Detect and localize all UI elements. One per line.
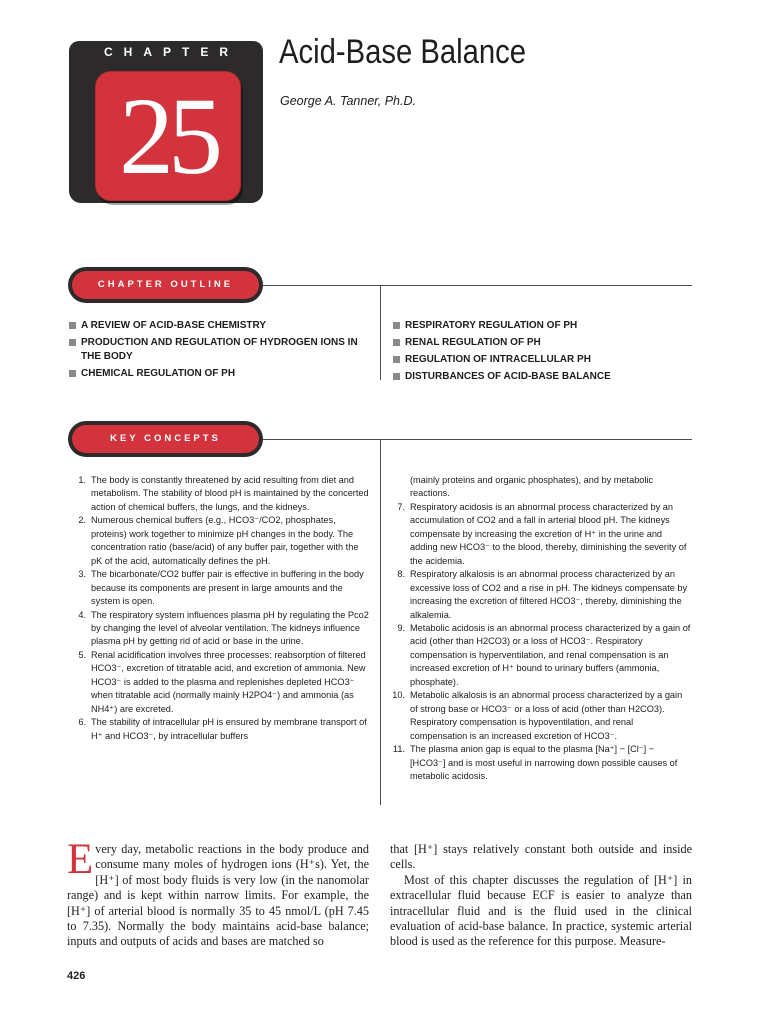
body-paragraph-text: very day, metabolic reactions in the body produce and consume many moles of hydrogen ions (H⁺s). Yet, the [H⁺] of most body fluids is very low (in the nanomolar range) and is kept within narrow limits. For example, the [H⁺] of arterial blood is normally 35 to 45 nmol/L (pH 7.45 to 7.35). Normally the body maintains acid-base balance; inputs and outputs of acids and bases are matched so [67, 842, 369, 949]
outline-item: PRODUCTION AND REGULATION OF HYDROGEN IONS IN THE BODY [68, 336, 368, 364]
key-concept-item [71, 649, 371, 716]
outline-item: RESPIRATORY REGULATION OF PH [392, 319, 692, 333]
chapter-outline-label: CHAPTER OUTLINE [72, 271, 259, 299]
key-concept-item [390, 568, 692, 622]
outline-list-right [392, 319, 692, 387]
key-concept-text: Respiratory acidosis is an abnormal process characterized by an accumulation of CO2 and a fall in arterial blood pH. The kidneys compensate by increasing the excretion of H⁺ in the urine and adding new HCO3⁻ to the blood, thereby, diminishing the severity of the acidemia. [410, 501, 687, 566]
body-paragraph: Most of this chapter discusses the regulation of [H⁺] in extracellular fluid because ECF is easier to analyze than intracellular fluid and is the fluid used in the clinical evaluation of acid-base balance. In practice, systemic arterial blood is used as the reference for this purpose. Measure- [390, 872, 692, 949]
outline-divider-line [263, 285, 692, 286]
key-concept-text: The stability of intracellular pH is ensured by membrane transport of H⁺ and HCO3⁻, by intracellular buffers [91, 717, 367, 741]
key-concept-number: 9. [397, 622, 405, 633]
drop-cap: E [67, 836, 94, 883]
key-concept-text: The respiratory system influences plasma pH by regulating the Pco2 by changing the level of alveolar ventilation. The kidneys influence plasma pH by getting rid of acid or base in the urine. [91, 609, 369, 647]
key-concepts-label: KEY CONCEPTS [72, 425, 259, 453]
key-concept-number: 11. [392, 744, 405, 755]
body-column-left [67, 836, 369, 950]
key-concept-continuation: (mainly proteins and organic phosphates), and by metabolic reactions. [410, 475, 654, 499]
outline-item: CHEMICAL REGULATION OF PH [68, 367, 368, 381]
page-number: 426 [67, 970, 86, 982]
outline-item: RENAL REGULATION OF PH [392, 336, 692, 350]
key-concept-item [390, 501, 692, 568]
key-concept-number: 1. [78, 475, 86, 485]
chapter-badge [69, 41, 263, 203]
key-concept-text: The plasma anion gap is equal to the plasma [Na⁺] − [Cl⁻] − [HCO3⁻] and is most useful in narrowing down possible causes of metabolic acidosis. [410, 744, 678, 781]
chapter-label: CHAPTER [103, 45, 239, 59]
key-concept-item [71, 474, 371, 514]
key-concept-item [71, 514, 371, 568]
key-concepts-divider-line [263, 439, 692, 440]
chapter-author: George A. Tanner, Ph.D. [280, 94, 416, 108]
body-paragraph [67, 836, 369, 950]
outline-list-left [68, 319, 368, 384]
chapter-number: 25 [95, 71, 241, 201]
key-concepts-heading [68, 421, 263, 457]
key-concept-number: 3. [78, 569, 86, 580]
key-concept-number: 7. [397, 501, 405, 512]
key-concept-text: Respiratory alkalosis is an abnormal process characterized by an excessive loss of CO2 and a rise in pH. The kidneys compensate by increasing the excretion of filtered HCO3⁻, thereby, diminishing the alkalemia. [410, 569, 688, 620]
key-concepts-list-right [390, 474, 692, 783]
body-column-right [390, 842, 692, 950]
body-paragraph: that [H⁺] stays relatively constant both outside and inside cells. [390, 842, 692, 872]
key-concepts-list-left [71, 474, 371, 743]
key-concept-item [71, 609, 371, 649]
outline-item: REGULATION OF INTRACELLULAR PH [392, 353, 692, 367]
key-concept-item [71, 568, 371, 608]
key-concepts-column-divider [380, 439, 381, 805]
outline-item: A REVIEW OF ACID-BASE CHEMISTRY [68, 319, 368, 333]
key-concept-text: Renal acidification involves three processes: reabsorption of filtered HCO3⁻, excretion of titratable acid, and excretion of ammonia. New HCO3⁻ is added to the plasma and replenishes depleted HCO3⁻ when titratable acid (normally mainly H2PO4⁻) and ammonia (as NH4⁺) are excreted. [91, 649, 366, 714]
key-concept-item [390, 743, 692, 783]
key-concept-text: Metabolic acidosis is an abnormal process characterized by a gain of acid (other than H2CO3) or a loss of HCO3⁻. Respiratory compensation is hyperventilation, and renal compensation is an increased excretion of H⁺ bound to urinary buffers (ammonia, phosphate). [410, 622, 691, 687]
key-concept-text: The body is constantly threatened by acid resulting from diet and metabolism. The stability of blood pH is maintained by the concerted action of chemical buffers, the lungs, and the kidneys. [91, 475, 369, 512]
key-concept-number: 8. [397, 569, 405, 580]
chapter-title: Acid-Base Balance [279, 33, 527, 71]
key-concept-number: 2. [78, 515, 86, 526]
outline-column-divider [380, 285, 381, 380]
key-concept-text: Metabolic alkalosis is an abnormal process characterized by a gain of strong base or HCO3⁻ or a loss of acid (other than H2CO3). Respiratory compensation is hypoventilation, and renal compensation is an increased excretion of HCO3⁻. [410, 690, 683, 741]
key-concept-number: 10. [392, 690, 405, 701]
key-concept-number: 6. [78, 717, 86, 728]
outline-item: DISTURBANCES OF ACID-BASE BALANCE [392, 370, 692, 384]
key-concept-number: 4. [78, 609, 86, 620]
key-concept-item [390, 689, 692, 743]
key-concept-item [390, 622, 692, 689]
chapter-outline-heading [68, 267, 263, 303]
key-concept-item [71, 716, 371, 743]
key-concept-number: 5. [78, 649, 86, 660]
key-concept-text: The bicarbonate/CO2 buffer pair is effective in buffering in the body because its components are present in large amounts and the system is open. [91, 569, 364, 607]
key-concept-text: Numerous chemical buffers (e.g., HCO3⁻/CO2, phosphates, proteins) work together to minimize pH changes in the body. The concentration ratio (base/acid) of any buffer pair, together with the pK of the acid, automatically defines the pH. [91, 515, 359, 566]
